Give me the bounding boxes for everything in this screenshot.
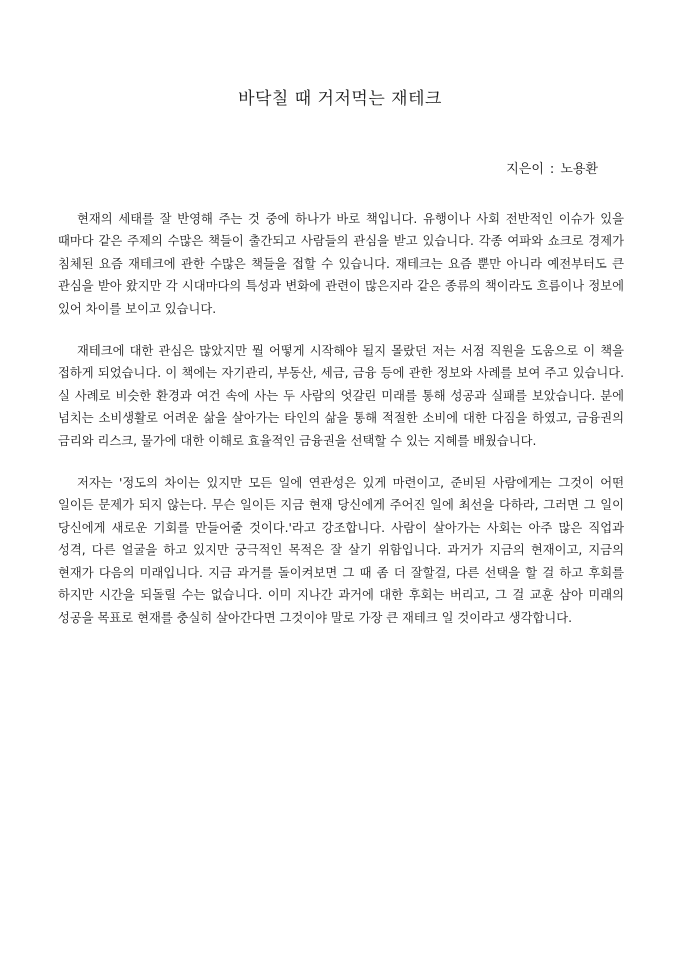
document-title: 바닥칠 때 거저먹는 재테크 bbox=[238, 89, 442, 109]
author-name: 노용환 bbox=[560, 162, 598, 177]
author-line bbox=[340, 158, 598, 177]
paragraph-3: 저자는 '정도의 차이는 있지만 모든 일에 연관성은 있게 마련이고, 준비된 사람에게는 그것이 어떤 일이든 문제가 되지 않는다. 무슨 일이든 지금 현재 당신에게 주어진 일에 최선을 다하라, 그러면 그 일이 당신에게 새로운 기회를 만들어줄 것이다.'라고 강조합니다. 사람이 살아가는 사회는 아주 많은 직업과 성격, 다른 얼굴을 하고 있지만 궁극적인 목적은 잘 살기 위함입니다. 과거가 지금의 현재이고, 지금의 현재가 다음의 미래입니다. 지금 과거를 돌이켜보면 그 때 좀 더 잘할걸, 다른 선택을 할 걸 하고 후회를 하지만 시간을 되돌릴 수는 없습니다. 이미 지나간 과거에 대한 후회는 버리고, 그 걸 교훈 삼아 미래의 성공을 목표로 현재를 충실히 살아간다면 그것이야 말로 가장 큰 재테크 일 것이라고 생각합니다. bbox=[58, 476, 624, 625]
paragraph-1: 현재의 세태를 잘 반영해 주는 것 중에 하나가 바로 책입니다. 유행이나 사회 전반적인 이슈가 있을 때마다 같은 주제의 수많은 책들이 출간되고 사람들의 관심을 받고 있습니다. 각종 여파와 쇼크로 경제가 침체된 요즘 재테크에 관한 수많은 책들을 접할 수 있습니다. 재테크는 요즘 뿐만 아니라 예전부터도 큰 관심을 받아 왔지만 각 시대마다의 특성과 변화에 관련이 많은지라 같은 종류의 책이라도 흐름이나 정보에 있어 차이를 보이고 있습니다. bbox=[58, 212, 624, 316]
document-body bbox=[58, 208, 624, 649]
author-label: 지은이 bbox=[506, 162, 544, 177]
paragraph-2: 재테크에 대한 관심은 많았지만 뭘 어떻게 시작해야 될지 몰랐던 저는 서점 직원을 도움으로 이 책을 접하게 되었습니다. 이 책에는 자기관리, 부동산, 세금, 금융 등에 관한 정보와 사례를 보여 주고 있습니다. 실 사례로 비슷한 환경과 여건 속에 사는 두 사람의 엇갈린 미래를 통해 성공과 실패를 보았습니다. 분에 넘치는 소비생활로 어려운 삶을 살아가는 타인의 삶을 통해 적절한 소비에 대한 다짐을 하였고, 금융권의 금리와 리스크, 물가에 대한 이해로 효율적인 금융권을 선택할 수 있는 지혜를 배웠습니다. bbox=[58, 344, 624, 448]
author-separator: : bbox=[549, 162, 555, 177]
